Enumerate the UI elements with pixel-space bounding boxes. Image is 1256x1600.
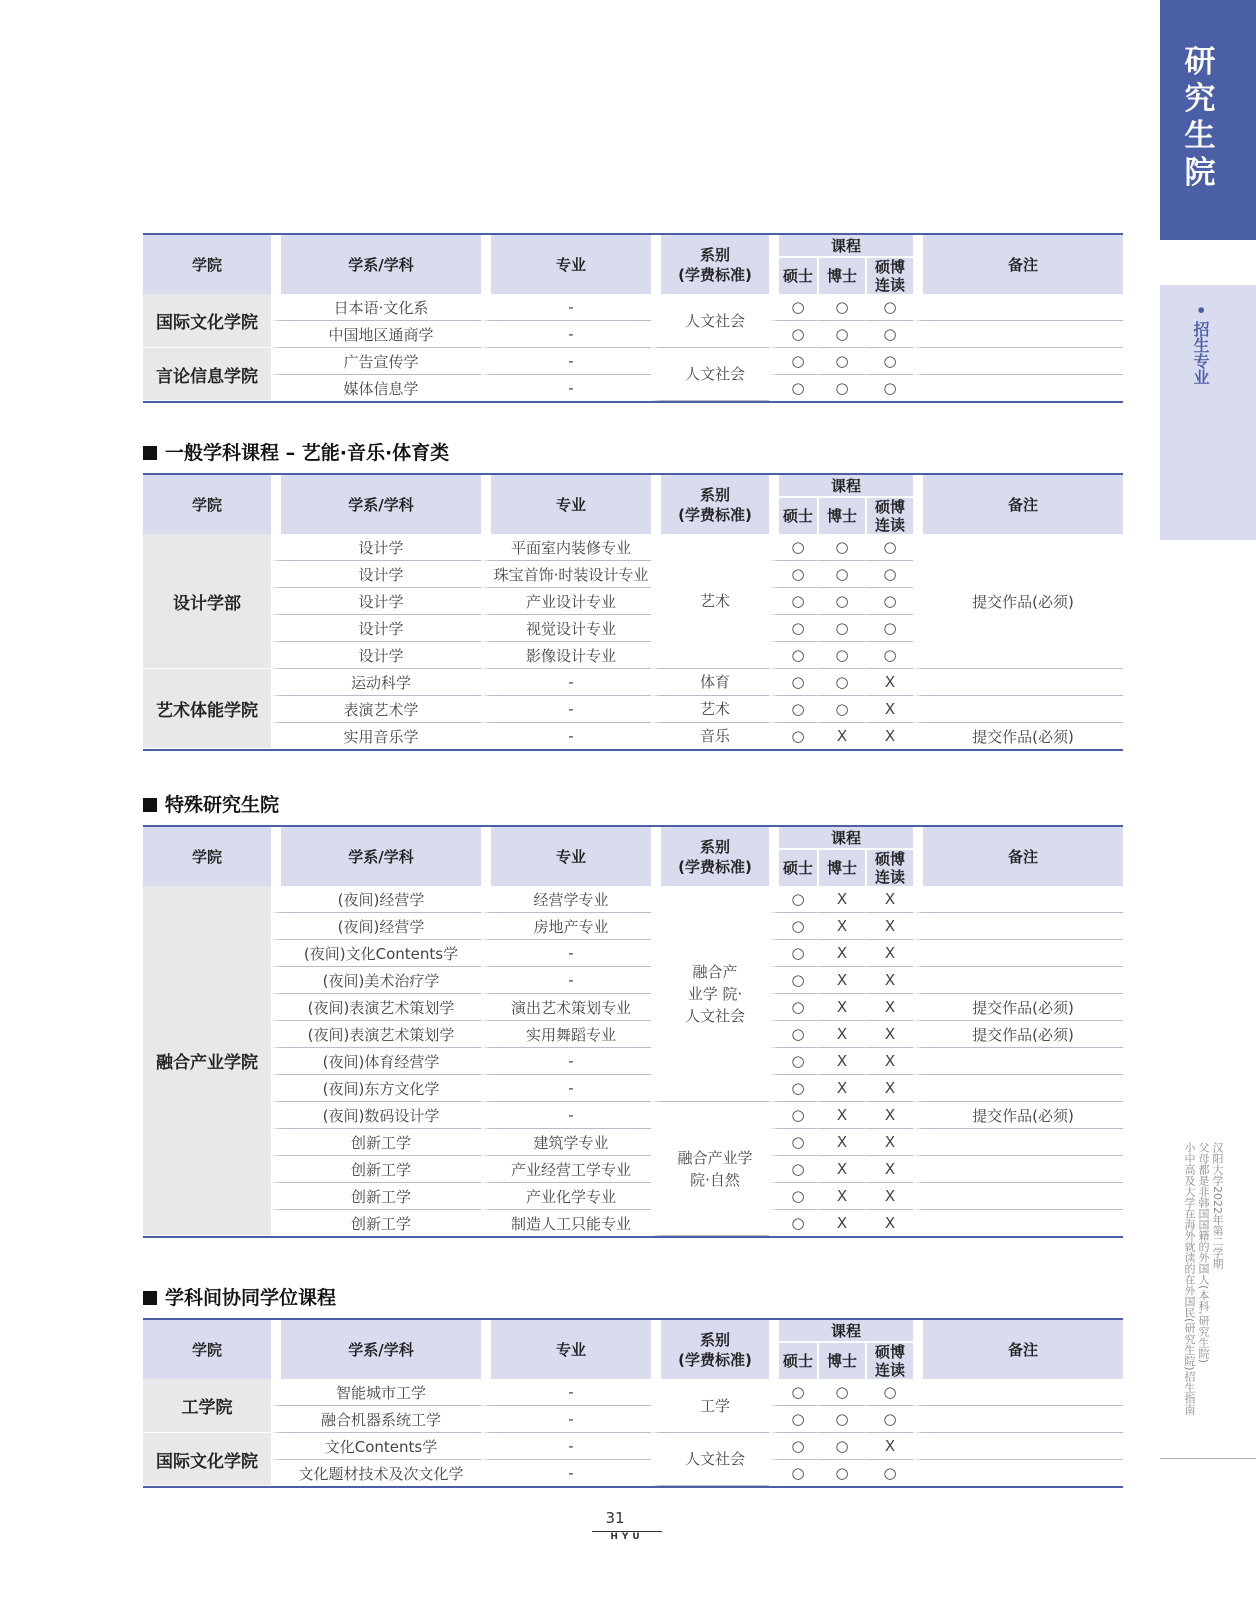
department-cell: 日本语·文化系 — [271, 294, 481, 321]
doctor-header: 博士 — [817, 256, 865, 294]
doctor-mark: X — [817, 1183, 865, 1210]
master-mark: ○ — [769, 1102, 817, 1129]
integrated-mark: ○ — [865, 294, 913, 321]
doctor-mark: ○ — [817, 1433, 865, 1460]
integrated-mark: X — [865, 723, 913, 749]
guide-note-line: 小中高及大学在海外就读的在外国民(研究生院)招生指南 — [1183, 1142, 1196, 1415]
master-mark: ○ — [769, 669, 817, 696]
major-cell: - — [481, 1433, 651, 1460]
doctor-mark: ○ — [817, 642, 865, 669]
table-row — [143, 696, 1123, 723]
major-header: 专业 — [481, 827, 651, 886]
doctor-mark: X — [817, 1048, 865, 1075]
footer-brand: HYU — [610, 1532, 644, 1542]
master-mark: ○ — [769, 886, 817, 913]
remarks-header: 备注 — [913, 235, 1123, 294]
major-cell: 影像设计专业 — [481, 642, 651, 669]
master-mark: ○ — [769, 1048, 817, 1075]
department-cell: (夜间)经营学 — [271, 886, 481, 913]
table-row — [143, 1129, 1123, 1156]
major-cell: - — [481, 1406, 651, 1433]
table-row — [143, 1102, 1123, 1129]
system-header: 系别 (学费标准) — [651, 827, 769, 886]
integrated-mark: X — [865, 967, 913, 994]
department-cell: 融合机器系统工学 — [271, 1406, 481, 1433]
integrated-header: 硕博 连读 — [865, 496, 913, 534]
course-header: 课程 — [769, 235, 913, 256]
department-cell: 设计学 — [271, 588, 481, 615]
section-title: 学科间协同学位课程 — [143, 1283, 336, 1310]
system-cell: 人文社会 — [651, 348, 769, 401]
remarks-cell — [913, 913, 1123, 940]
integrated-header: 硕博 连读 — [865, 848, 913, 886]
remarks-cell: 提交作品(必须) — [913, 534, 1123, 669]
table-row — [143, 321, 1123, 348]
table-row — [143, 669, 1123, 696]
remarks-cell — [913, 1406, 1123, 1433]
doctor-mark: ○ — [817, 615, 865, 642]
table-row — [143, 1379, 1123, 1406]
department-cell: (夜间)表演艺术策划学 — [271, 1021, 481, 1048]
department-cell: 媒体信息学 — [271, 375, 481, 401]
major-cell: 珠宝首饰·时装设计专业 — [481, 561, 651, 588]
department-cell: 智能城市工学 — [271, 1379, 481, 1406]
integrated-mark: ○ — [865, 1460, 913, 1486]
integrated-mark: X — [865, 1210, 913, 1236]
master-mark: ○ — [769, 534, 817, 561]
remarks-cell — [913, 1460, 1123, 1486]
table-row — [143, 913, 1123, 940]
table-row — [143, 723, 1123, 749]
remarks-cell — [913, 967, 1123, 994]
department-cell: 广告宣传学 — [271, 348, 481, 375]
master-mark: ○ — [769, 348, 817, 375]
doctor-mark: ○ — [817, 561, 865, 588]
major-cell: - — [481, 967, 651, 994]
department-header: 学系/学科 — [271, 475, 481, 534]
remarks-cell — [913, 321, 1123, 348]
remarks-cell — [913, 940, 1123, 967]
department-cell: 文化题材技术及次文化学 — [271, 1460, 481, 1486]
major-cell: 产业经营工学专业 — [481, 1156, 651, 1183]
table-row — [143, 348, 1123, 375]
college-cell: 融合产业学院 — [143, 886, 271, 1236]
remarks-cell — [913, 1048, 1123, 1075]
doctor-mark: ○ — [817, 696, 865, 723]
master-header: 硕士 — [769, 1341, 817, 1379]
remarks-cell — [913, 1433, 1123, 1460]
master-mark: ○ — [769, 375, 817, 401]
college-header: 学院 — [143, 475, 271, 534]
master-mark: ○ — [769, 561, 817, 588]
college-header: 学院 — [143, 235, 271, 294]
major-header: 专业 — [481, 1320, 651, 1379]
department-cell: (夜间)经营学 — [271, 913, 481, 940]
major-cell: - — [481, 1379, 651, 1406]
master-header: 硕士 — [769, 256, 817, 294]
doctor-mark: ○ — [817, 1460, 865, 1486]
department-cell: 表演艺术学 — [271, 696, 481, 723]
remarks-header: 备注 — [913, 475, 1123, 534]
major-header: 专业 — [481, 475, 651, 534]
major-cell: - — [481, 321, 651, 348]
master-mark: ○ — [769, 1210, 817, 1236]
table-header-row — [143, 475, 1123, 496]
major-cell: - — [481, 696, 651, 723]
system-cell: 人文社会 — [651, 294, 769, 348]
department-header: 学系/学科 — [271, 827, 481, 886]
table-row — [143, 375, 1123, 401]
major-cell: 经营学专业 — [481, 886, 651, 913]
college-header: 学院 — [143, 1320, 271, 1379]
table-row — [143, 1183, 1123, 1210]
section-title: 特殊研究生院 — [143, 790, 279, 817]
remarks-cell — [913, 886, 1123, 913]
integrated-mark: ○ — [865, 561, 913, 588]
college-cell: 言论信息学院 — [143, 348, 271, 401]
table-header-row — [143, 1320, 1123, 1341]
course-header: 课程 — [769, 1320, 913, 1341]
department-cell: (夜间)体育经营学 — [271, 1048, 481, 1075]
admission-table — [143, 233, 1123, 403]
integrated-mark: ○ — [865, 642, 913, 669]
remarks-cell — [913, 1129, 1123, 1156]
college-cell: 设计学部 — [143, 534, 271, 669]
system-cell: 艺术 — [651, 534, 769, 669]
sidebar-main-label: 研 究 生 院 — [1184, 44, 1216, 191]
major-cell: - — [481, 723, 651, 749]
master-mark: ○ — [769, 1183, 817, 1210]
integrated-mark: X — [865, 1156, 913, 1183]
major-cell: 制造人工只能专业 — [481, 1210, 651, 1236]
department-cell: (夜间)美术治疗学 — [271, 967, 481, 994]
college-cell: 国际文化学院 — [143, 1433, 271, 1486]
master-header: 硕士 — [769, 848, 817, 886]
remarks-header: 备注 — [913, 1320, 1123, 1379]
master-mark: ○ — [769, 696, 817, 723]
major-cell: 平面室内装修专业 — [481, 534, 651, 561]
sidebar-sub-tab — [1160, 285, 1256, 540]
department-cell: 设计学 — [271, 642, 481, 669]
table-row — [143, 1048, 1123, 1075]
integrated-header: 硕博 连读 — [865, 1341, 913, 1379]
integrated-mark: ○ — [865, 375, 913, 401]
department-header: 学系/学科 — [271, 235, 481, 294]
integrated-mark: X — [865, 994, 913, 1021]
guide-note-line: 父母都是非韩国国籍的外国人(本科,研究生院) — [1197, 1142, 1210, 1364]
master-mark: ○ — [769, 723, 817, 749]
department-cell: 文化Contents学 — [271, 1433, 481, 1460]
major-cell: 房地产专业 — [481, 913, 651, 940]
integrated-mark: ○ — [865, 348, 913, 375]
department-cell: 中国地区通商学 — [271, 321, 481, 348]
course-header: 课程 — [769, 827, 913, 848]
integrated-mark: X — [865, 1075, 913, 1102]
major-cell: - — [481, 1460, 651, 1486]
department-cell: 设计学 — [271, 561, 481, 588]
major-cell: - — [481, 669, 651, 696]
master-mark: ○ — [769, 1460, 817, 1486]
major-cell: - — [481, 294, 651, 321]
doctor-mark: X — [817, 1156, 865, 1183]
major-cell: 产业设计专业 — [481, 588, 651, 615]
integrated-mark: ○ — [865, 1379, 913, 1406]
system-header: 系别 (学费标准) — [651, 475, 769, 534]
section-title: 一般学科课程 – 艺能·音乐·体育类 — [143, 438, 449, 465]
system-cell: 工学 — [651, 1379, 769, 1433]
system-header: 系别 (学费标准) — [651, 1320, 769, 1379]
table-header-row — [143, 235, 1123, 256]
major-cell: - — [481, 1075, 651, 1102]
department-cell: 创新工学 — [271, 1156, 481, 1183]
integrated-mark: X — [865, 1129, 913, 1156]
master-mark: ○ — [769, 1433, 817, 1460]
department-cell: 运动科学 — [271, 669, 481, 696]
remarks-cell — [913, 348, 1123, 375]
table-row — [143, 886, 1123, 913]
table-row — [143, 1406, 1123, 1433]
doctor-mark: X — [817, 1021, 865, 1048]
remarks-cell: 提交作品(必须) — [913, 723, 1123, 749]
table-row — [143, 1433, 1123, 1460]
department-cell: (夜间)表演艺术策划学 — [271, 994, 481, 1021]
sidebar-sub-label: • 招生专业 — [1191, 305, 1210, 385]
doctor-mark: X — [817, 1129, 865, 1156]
master-mark: ○ — [769, 642, 817, 669]
page-number: 31 — [605, 1509, 625, 1527]
integrated-mark: X — [865, 696, 913, 723]
admission-table — [143, 473, 1123, 751]
master-mark: ○ — [769, 913, 817, 940]
integrated-mark: ○ — [865, 1406, 913, 1433]
master-mark: ○ — [769, 1129, 817, 1156]
system-header: 系别 (学费标准) — [651, 235, 769, 294]
system-cell: 音乐 — [651, 723, 769, 749]
table-row — [143, 967, 1123, 994]
integrated-mark: X — [865, 669, 913, 696]
master-mark: ○ — [769, 1021, 817, 1048]
table-row — [143, 1021, 1123, 1048]
college-header: 学院 — [143, 827, 271, 886]
doctor-mark: X — [817, 940, 865, 967]
department-cell: (夜间)文化Contents学 — [271, 940, 481, 967]
department-cell: 实用音乐学 — [271, 723, 481, 749]
remarks-cell — [913, 1183, 1123, 1210]
major-cell: 建筑学专业 — [481, 1129, 651, 1156]
integrated-mark: X — [865, 1183, 913, 1210]
master-mark: ○ — [769, 1156, 817, 1183]
doctor-mark: ○ — [817, 294, 865, 321]
remarks-cell — [913, 1156, 1123, 1183]
admission-table — [143, 825, 1123, 1238]
table-row — [143, 940, 1123, 967]
master-mark: ○ — [769, 967, 817, 994]
remarks-cell — [913, 1210, 1123, 1236]
integrated-mark: X — [865, 1048, 913, 1075]
doctor-mark: ○ — [817, 1406, 865, 1433]
integrated-mark: ○ — [865, 534, 913, 561]
master-mark: ○ — [769, 1406, 817, 1433]
integrated-mark: ○ — [865, 615, 913, 642]
remarks-cell: 提交作品(必须) — [913, 1021, 1123, 1048]
major-cell: - — [481, 348, 651, 375]
master-mark: ○ — [769, 1379, 817, 1406]
sidebar-divider — [1160, 1458, 1256, 1459]
sidebar-guide-note — [1168, 1142, 1224, 1442]
remarks-cell — [913, 294, 1123, 321]
doctor-mark: X — [817, 994, 865, 1021]
remarks-cell — [913, 669, 1123, 696]
department-header: 学系/学科 — [271, 1320, 481, 1379]
doctor-mark: ○ — [817, 534, 865, 561]
doctor-header: 博士 — [817, 1341, 865, 1379]
doctor-mark: ○ — [817, 321, 865, 348]
master-header: 硕士 — [769, 496, 817, 534]
course-header: 课程 — [769, 475, 913, 496]
system-cell: 融合产业学 院·自然 — [651, 1102, 769, 1236]
doctor-mark: X — [817, 913, 865, 940]
system-cell: 融合产 业学 院· 人文社会 — [651, 886, 769, 1102]
doctor-mark: ○ — [817, 1379, 865, 1406]
guide-note-line: 汉阳大学2022年第二学期 — [1211, 1142, 1224, 1269]
major-cell: 产业化学专业 — [481, 1183, 651, 1210]
college-cell: 国际文化学院 — [143, 294, 271, 348]
doctor-mark: X — [817, 1210, 865, 1236]
doctor-mark: ○ — [817, 375, 865, 401]
integrated-mark: X — [865, 913, 913, 940]
table-row — [143, 1156, 1123, 1183]
department-cell: (夜间)东方文化学 — [271, 1075, 481, 1102]
table-row — [143, 1075, 1123, 1102]
master-mark: ○ — [769, 321, 817, 348]
doctor-mark: X — [817, 1075, 865, 1102]
master-mark: ○ — [769, 294, 817, 321]
admission-table — [143, 1318, 1123, 1488]
master-mark: ○ — [769, 1075, 817, 1102]
integrated-mark: ○ — [865, 588, 913, 615]
table-header-row — [143, 827, 1123, 848]
doctor-mark: X — [817, 1102, 865, 1129]
doctor-mark: X — [817, 723, 865, 749]
table-row — [143, 1460, 1123, 1486]
department-cell: 创新工学 — [271, 1183, 481, 1210]
system-cell: 艺术 — [651, 696, 769, 723]
remarks-cell — [913, 375, 1123, 401]
table-row — [143, 1210, 1123, 1236]
major-cell: - — [481, 1102, 651, 1129]
integrated-mark: X — [865, 940, 913, 967]
system-cell: 人文社会 — [651, 1433, 769, 1486]
major-cell: - — [481, 940, 651, 967]
major-cell: 演出艺术策划专业 — [481, 994, 651, 1021]
college-cell: 艺术体能学院 — [143, 669, 271, 749]
college-cell: 工学院 — [143, 1379, 271, 1433]
major-cell: 实用舞蹈专业 — [481, 1021, 651, 1048]
remarks-cell — [913, 1379, 1123, 1406]
department-cell: 设计学 — [271, 534, 481, 561]
master-mark: ○ — [769, 994, 817, 1021]
doctor-header: 博士 — [817, 848, 865, 886]
integrated-mark: X — [865, 886, 913, 913]
doctor-header: 博士 — [817, 496, 865, 534]
remarks-cell: 提交作品(必须) — [913, 994, 1123, 1021]
remarks-cell: 提交作品(必须) — [913, 1102, 1123, 1129]
integrated-header: 硕博 连读 — [865, 256, 913, 294]
major-header: 专业 — [481, 235, 651, 294]
integrated-mark: ○ — [865, 321, 913, 348]
doctor-mark: ○ — [817, 348, 865, 375]
master-mark: ○ — [769, 588, 817, 615]
master-mark: ○ — [769, 940, 817, 967]
integrated-mark: X — [865, 1021, 913, 1048]
doctor-mark: ○ — [817, 669, 865, 696]
major-cell: 视觉设计专业 — [481, 615, 651, 642]
major-cell: - — [481, 1048, 651, 1075]
doctor-mark: ○ — [817, 588, 865, 615]
table-row — [143, 294, 1123, 321]
department-cell: 设计学 — [271, 615, 481, 642]
sidebar-main-tab — [1160, 0, 1256, 240]
department-cell: 创新工学 — [271, 1210, 481, 1236]
doctor-mark: X — [817, 886, 865, 913]
table-row — [143, 994, 1123, 1021]
doctor-mark: X — [817, 967, 865, 994]
remarks-cell — [913, 1075, 1123, 1102]
major-cell: - — [481, 375, 651, 401]
remarks-cell — [913, 696, 1123, 723]
system-cell: 体育 — [651, 669, 769, 696]
integrated-mark: X — [865, 1102, 913, 1129]
table-row — [143, 534, 1123, 561]
integrated-mark: X — [865, 1433, 913, 1460]
master-mark: ○ — [769, 615, 817, 642]
department-cell: (夜间)数码设计学 — [271, 1102, 481, 1129]
remarks-header: 备注 — [913, 827, 1123, 886]
department-cell: 创新工学 — [271, 1129, 481, 1156]
